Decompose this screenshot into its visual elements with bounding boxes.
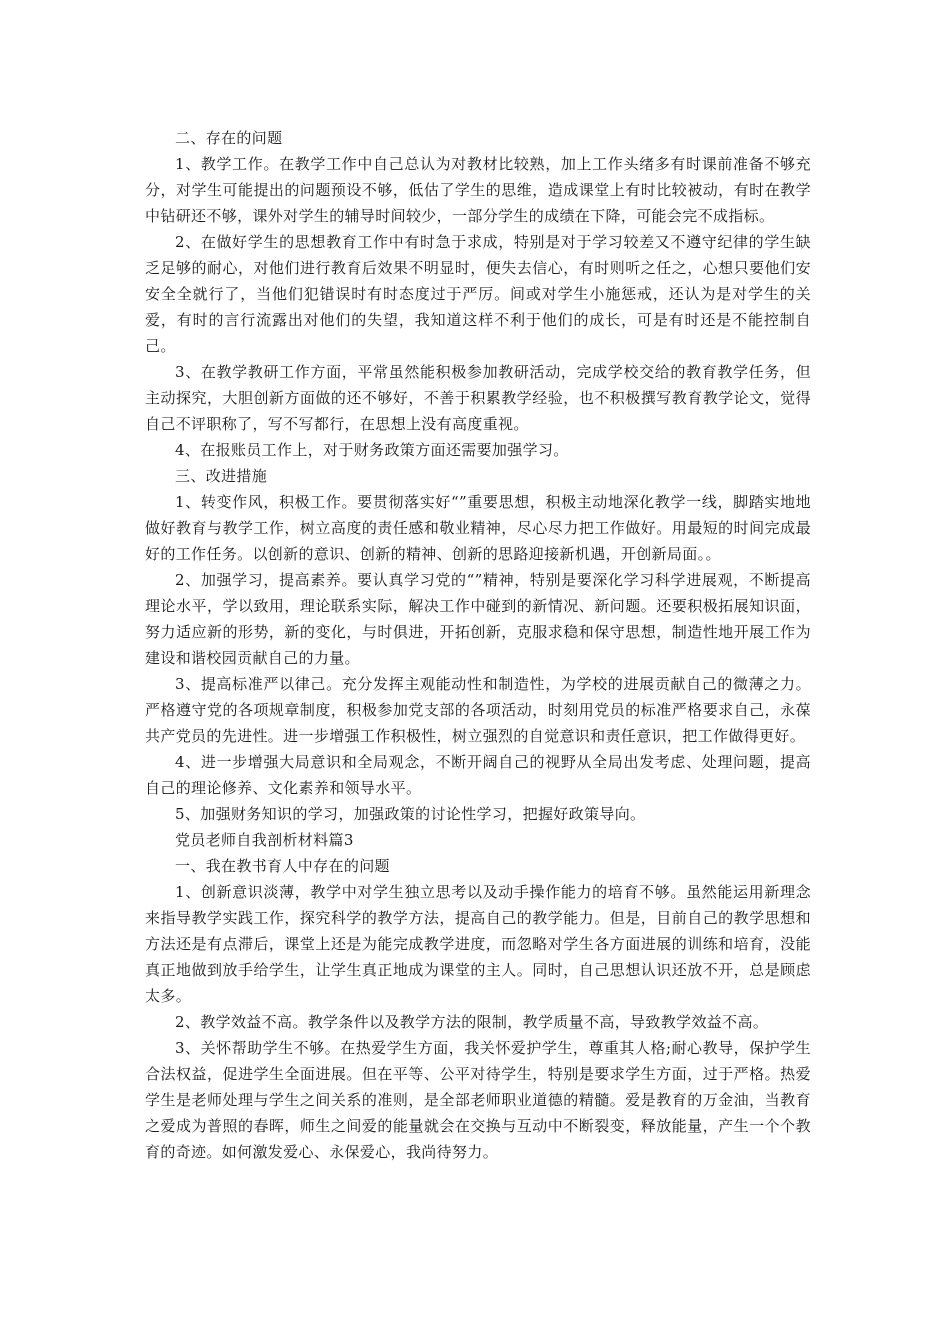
section-heading-measures: 三、改进措施 [175,467,268,485]
paragraph-measure-5: 5、加强财务知识的学习，加强政策的讨论性学习，把握好政策导向。 [175,805,646,823]
paragraph-measure-2: 2、加强学习，提高素养。要认真学习党的“”精神，特别是要深化学习科学进展观，不断提高理论水平，学以致用，理论联系实际，解决工作中碰到的新情况、新问题。还要积极拓展知识面，努力适应新的形势，新的变化，与时俱进，开拓创新，克服求稳和保守思想，制造性地开展工作为建设和谐校园贡献自己的力量。 [145,571,811,667]
paragraph-problem-4: 4、在报账员工作上，对于财务政策方面还需要加强学习。 [175,441,569,459]
section-heading-problems: 二、存在的问题 [175,129,283,147]
document-body [145,125,811,1165]
paragraph-problem-3: 3、在教学教研工作方面，平常虽然能积极参加教研活动，完成学校交给的教育教学任务，但主动探究，大胆创新方面做的还不够好，不善于积累教学经验，也不积极撰写教育教学论文，觉得自己不评职称了，写不写都行，在思想上没有高度重视。 [145,363,811,433]
paragraph-teaching-problem-1: 1、创新意识淡薄，教学中对学生独立思考以及动手操作能力的培育不够。虽然能运用新理念来指导教学实践工作，探究科学的教学方法，提高自己的教学能力。但是，目前自己的教学思想和方法还是有点滞后，课堂上还是为能完成教学进度，而忽略对学生各方面进展的训练和培育，没能真正地做到放手给学生，让学生真正地成为课堂的主人。同时，自己思想认识还放不开，总是顾虑太多。 [145,883,811,1005]
article-title-3: 党员老师自我剖析材料篇3 [175,831,354,849]
paragraph-problem-2: 2、在做好学生的思想教育工作中有时急于求成，特别是对于学习较差又不遵守纪律的学生缺乏足够的耐心，对他们进行教育后效果不明显时，便失去信心，有时则听之任之，心想只要他们安安全全就行了，当他们犯错误时有时态度过于严厉。间或对学生小施惩戒，还认为是对学生的关爱，有时的言行流露出对他们的失望，我知道这样不利于他们的成长，可是有时还是不能控制自己。 [145,233,811,355]
paragraph-measure-1: 1、转变作风，积极工作。要贯彻落实好“”重要思想，积极主动地深化教学一线，脚踏实地地做好教育与教学工作，树立高度的责任感和敬业精神，尽心尽力把工作做好。用最短的时间完成最好的工作任务。以创新的意识、创新的精神、创新的思路迎接新机遇，开创新局面。。 [145,493,811,563]
paragraph-measure-4: 4、进一步增强大局意识和全局观念，不断开阔自己的视野从全局出发考虑、处理问题，提高自己的理论修养、文化素养和领导水平。 [145,753,811,797]
paragraph-teaching-problem-3: 3、关怀帮助学生不够。在热爱学生方面，我关怀爱护学生，尊重其人格;耐心教导，保护学生合法权益，促进学生全面进展。但在平等、公平对待学生，特别是要求学生方面，过于严格。热爱学生是老师处理与学生之间关系的准则，是全部老师职业道德的精髓。爱是教育的万金油，当教育之爱成为普照的春晖，师生之间爱的能量就会在交换与互动中不断裂变，释放能量，产生一个个教育的奇迹。如何激发爱心、永保爱心，我尚待努力。 [145,1039,811,1161]
paragraph-teaching-problem-2: 2、教学效益不高。教学条件以及教学方法的限制，教学质量不高，导致教学效益不高。 [175,1013,769,1031]
paragraph-problem-1: 1、教学工作。在教学工作中自己总认为对教材比较熟，加上工作头绪多有时课前准备不够充分，对学生可能提出的问题预设不够，低估了学生的思维，造成课堂上有时比较被动，有时在教学中钻研还不够，课外对学生的辅导时间较少，一部分学生的成绩在下降，可能会完不成指标。 [145,155,811,225]
paragraph-measure-3: 3、提高标准严以律己。充分发挥主观能动性和制造性，为学校的进展贡献自己的微薄之力。严格遵守党的各项规章制度，积极参加党支部的各项活动，时刻用党员的标准严格要求自己，永葆共产党员的先进性。进一步增强工作积极性，树立强烈的自觉意识和责任意识，把工作做得更好。 [145,675,811,745]
section-heading-teaching-problems: 一、我在教书育人中存在的问题 [175,857,390,875]
